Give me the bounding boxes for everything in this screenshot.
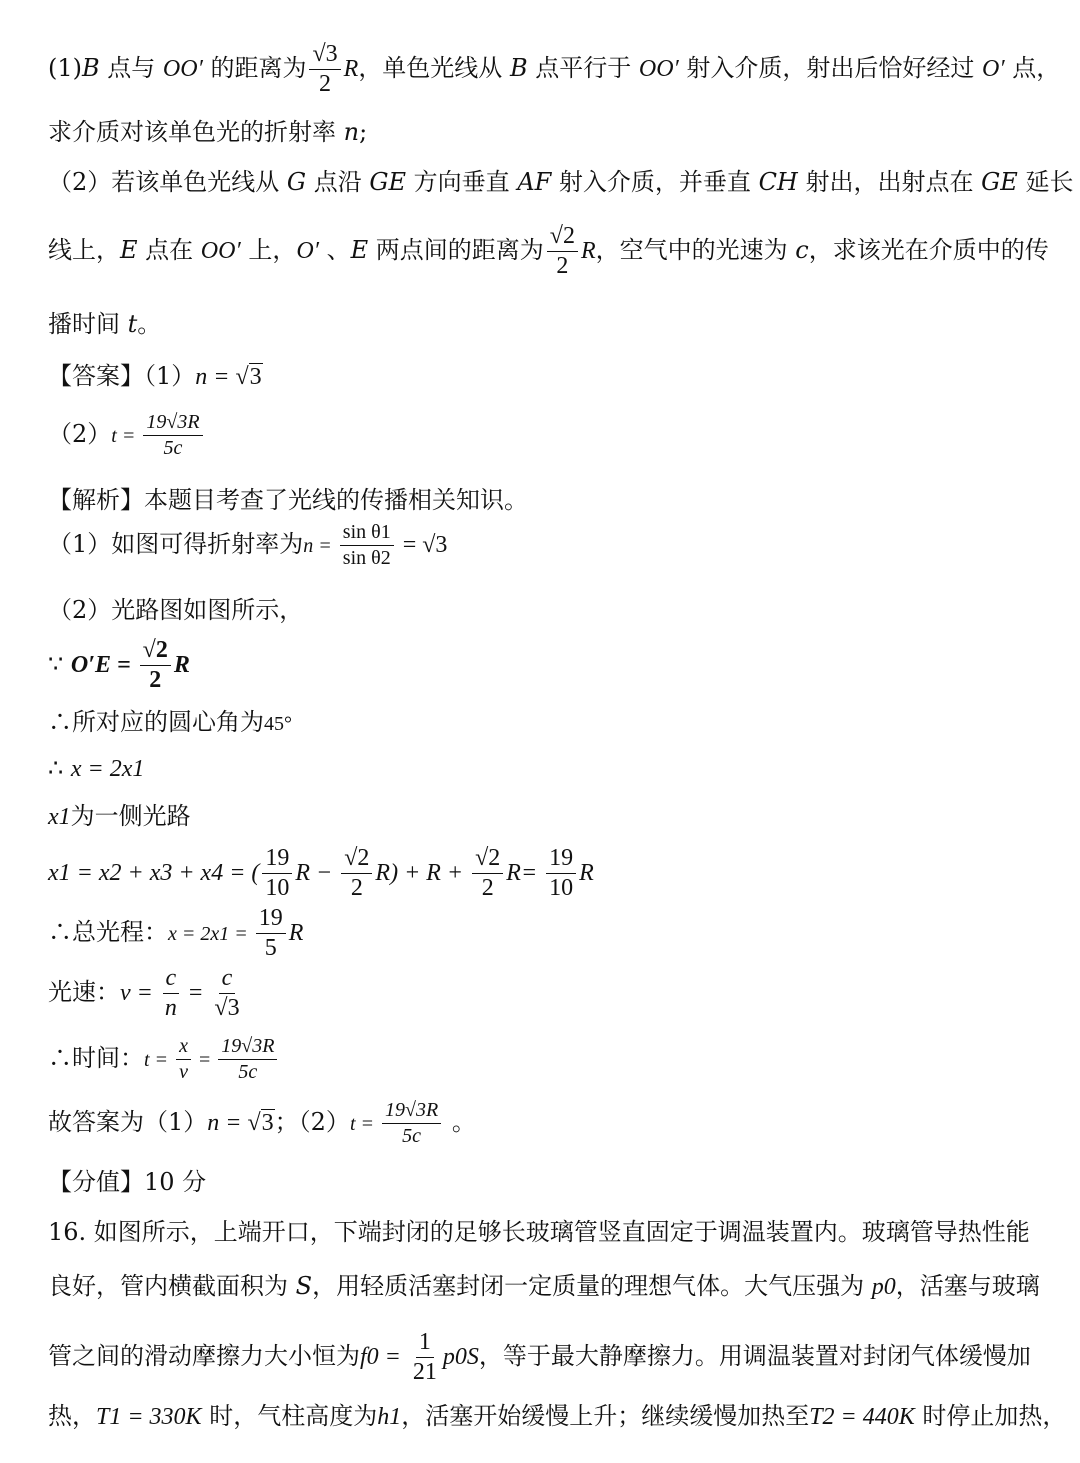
text: x = 2x1 [70, 756, 145, 782]
text: 。 [137, 310, 162, 338]
text: S [295, 1272, 313, 1300]
fraction [256, 906, 286, 961]
numerator: √3 [309, 42, 340, 70]
text: OO′ [162, 56, 203, 83]
fraction [140, 638, 171, 693]
fraction [162, 966, 180, 1021]
text: R [173, 652, 190, 679]
text: 射入介质，射出后恰好经过 [678, 54, 983, 83]
text: R [343, 56, 359, 83]
numerator: 19√3R [143, 412, 202, 436]
fraction [546, 846, 576, 901]
text: ∴所对应的圆心角为 [48, 708, 264, 736]
text: 点沿 [306, 168, 370, 196]
text: O′ [296, 238, 319, 265]
text: 上， [240, 236, 297, 265]
text: T2 = 440K [809, 1404, 915, 1430]
text: n = [207, 1110, 248, 1136]
text: 光速： [48, 978, 120, 1007]
sqrt: √3 [247, 1110, 274, 1136]
text: t [127, 310, 138, 338]
q16-line4 [48, 1404, 1066, 1429]
text: t = [144, 1049, 174, 1071]
text: ，单色光线从 [358, 54, 510, 83]
fraction [309, 42, 340, 97]
text: R) + R + [375, 860, 470, 887]
denominator: n [164, 995, 177, 1022]
analysis-header [48, 488, 528, 512]
problem-part1-line [48, 42, 1060, 97]
analysis-line7 [48, 846, 594, 901]
denominator: 10 [549, 875, 574, 902]
q16-line1 [48, 1220, 1030, 1244]
text: O′E = [70, 652, 137, 679]
analysis-line11 [48, 1100, 476, 1147]
text: （2）光路图如图所示， [48, 596, 304, 624]
text: （1） [144, 362, 196, 390]
text: 10 分 [144, 1168, 207, 1196]
text: 点平行于 [527, 54, 639, 83]
text: 本题目考查了光线的传播相关知识。 [144, 486, 528, 514]
denominator: v [179, 1061, 188, 1083]
text: O′ [982, 56, 1005, 83]
problem-part2-line2 [48, 224, 1049, 279]
text: B [509, 54, 528, 83]
answer-line1 [48, 364, 263, 389]
numerator: 19 [256, 906, 286, 934]
text: 16. 如图所示，上端开口，下端封闭的足够长玻璃管竖直固定于调温装置内。玻璃管导热性能 [48, 1218, 1030, 1246]
analysis-line4 [48, 710, 292, 734]
denominator: 5c [238, 1061, 258, 1083]
analysis-line3 [48, 638, 190, 693]
text: AF [517, 168, 552, 196]
answer-line2 [48, 412, 206, 459]
text: 射出，出射点在 [797, 168, 982, 196]
text: n = [195, 364, 236, 390]
numerator: √2 [547, 224, 578, 252]
text: ；（2） [274, 1108, 350, 1136]
text: 射入介质，并垂直 [551, 168, 759, 196]
text: R [288, 920, 304, 947]
text: GE [981, 168, 1018, 196]
text: 点， [1004, 54, 1061, 83]
problem-part2-line3 [48, 312, 161, 336]
text: n [343, 118, 360, 146]
numerator: sin θ1 [340, 522, 394, 546]
denominator: 2 [481, 875, 494, 902]
text: x = 2x1 = [168, 923, 253, 946]
numerator: 1 [416, 1330, 434, 1358]
text: 两点间的距离为 [368, 236, 544, 265]
text: 45° [264, 713, 292, 735]
text: x1 = x2 + x3 + x4 = ( [48, 860, 260, 887]
text: 延长 [1017, 168, 1074, 196]
text: 时停止加热， [914, 1402, 1067, 1430]
fraction [262, 846, 292, 901]
denominator: √3 [214, 995, 240, 1022]
score-line [48, 1170, 206, 1194]
denominator: 2 [556, 253, 569, 280]
analysis-line1 [48, 522, 447, 569]
text: R [579, 860, 594, 887]
text: （1）如图可得折射率为 [48, 530, 304, 558]
text: E [350, 236, 369, 265]
text: （2） [48, 420, 112, 448]
fraction [410, 1330, 440, 1385]
text: ∴总光程： [48, 918, 168, 947]
problem-part2-line [48, 170, 1073, 194]
denominator: 5 [264, 935, 277, 962]
radicand: 3 [261, 1110, 274, 1136]
analysis-line2 [48, 598, 303, 622]
analysis-line6 [48, 804, 191, 829]
text: R − [295, 860, 339, 887]
numerator: √2 [472, 846, 503, 874]
text: G [286, 168, 307, 196]
analysis-line5 [48, 756, 144, 781]
text: ，求该光在介质中的传 [808, 236, 1049, 265]
text: p0 [871, 1274, 896, 1300]
text: 热， [48, 1402, 96, 1430]
text: = [182, 980, 209, 1007]
text: OO′ [200, 238, 241, 265]
text: B [82, 54, 100, 83]
text: (1) [48, 54, 82, 83]
text: GE [369, 168, 407, 196]
text: 方向垂直 [406, 168, 518, 196]
numerator: x [176, 1036, 191, 1060]
radicand: 3 [249, 364, 262, 390]
numerator: 19 [546, 846, 576, 874]
text: ∴时间： [48, 1044, 144, 1072]
numerator: 19√3R [218, 1036, 277, 1060]
text: R [580, 238, 596, 265]
text: CH [758, 168, 798, 196]
text: ，用轻质活塞封闭一定质量的理想气体。大气压强为 [312, 1272, 872, 1300]
numerator: √2 [341, 846, 372, 874]
numerator: 19 [262, 846, 292, 874]
numerator: √2 [140, 638, 171, 666]
text: 播时间 [48, 310, 128, 338]
text: 线上， [48, 236, 120, 265]
denominator: 5c [163, 437, 183, 459]
denominator: 2 [350, 875, 363, 902]
text: = √3 [396, 532, 448, 558]
fraction [218, 1036, 277, 1083]
text: ，活塞开始缓慢上升；继续缓慢加热至 [401, 1402, 810, 1430]
text: 时，气柱高度为 [201, 1402, 378, 1430]
text: ; [359, 118, 368, 146]
fraction [340, 522, 394, 569]
text: E [120, 236, 138, 265]
score-label: 【分值】 [48, 1168, 144, 1196]
fraction [547, 224, 578, 279]
text: OO′ [638, 56, 679, 83]
text: 点在 [137, 236, 201, 265]
text: 求介质对该单色光的折射率 [48, 118, 344, 146]
denominator: 5c [402, 1125, 422, 1147]
text: f0 = [360, 1344, 407, 1371]
text: ，活塞与玻璃 [895, 1272, 1040, 1300]
text: ∴ [48, 754, 71, 782]
denominator: 2 [319, 71, 332, 98]
denominator: 2 [149, 667, 162, 694]
text: 的距离为 [202, 54, 307, 83]
text: h1 [377, 1404, 402, 1430]
text: p0S [442, 1344, 479, 1371]
fraction [176, 1036, 191, 1083]
numerator: c [163, 966, 180, 994]
text: t = [349, 1113, 379, 1135]
text: ，空气中的光速为 [595, 236, 796, 265]
denominator: sin θ2 [342, 547, 391, 569]
answer-label: 【答案】 [48, 362, 144, 390]
text: 良好，管内横截面积为 [48, 1272, 296, 1300]
text: 、 [318, 236, 351, 265]
text: = [193, 1049, 216, 1071]
fraction [341, 846, 372, 901]
text: 管之间的滑动摩擦力大小恒为 [48, 1342, 360, 1371]
text: v = [120, 980, 159, 1007]
text: 故答案为（1） [48, 1108, 208, 1136]
text: 为一侧光路 [70, 802, 191, 830]
analysis-line8 [48, 906, 303, 961]
q16-line2 [48, 1274, 1040, 1299]
denominator: 10 [265, 875, 290, 902]
q16-line3 [48, 1330, 1031, 1385]
text: c [795, 236, 809, 265]
fraction [382, 1100, 441, 1147]
text: T1 = 330K [96, 1404, 202, 1430]
sqrt: √3 [235, 364, 262, 390]
text: n = [303, 535, 337, 557]
analysis-label: 【解析】 [48, 486, 144, 514]
text: R= [506, 860, 544, 887]
analysis-line9 [48, 966, 246, 1021]
numerator: 19√3R [382, 1100, 441, 1124]
text: t = [111, 425, 141, 447]
text: 。 [444, 1108, 476, 1136]
text: 点与 [99, 54, 163, 83]
fraction [211, 966, 242, 1021]
numerator: c [219, 966, 236, 994]
text: x1 [48, 804, 71, 830]
denominator: 21 [412, 1359, 437, 1386]
fraction [143, 412, 202, 459]
text: ∵ [48, 650, 71, 679]
fraction [472, 846, 503, 901]
text: ，等于最大静摩擦力。用调温装置对封闭气体缓慢加 [478, 1342, 1031, 1371]
analysis-line10 [48, 1036, 280, 1083]
problem-part1-line2 [48, 120, 367, 144]
text: （2）若该单色光线从 [48, 168, 287, 196]
